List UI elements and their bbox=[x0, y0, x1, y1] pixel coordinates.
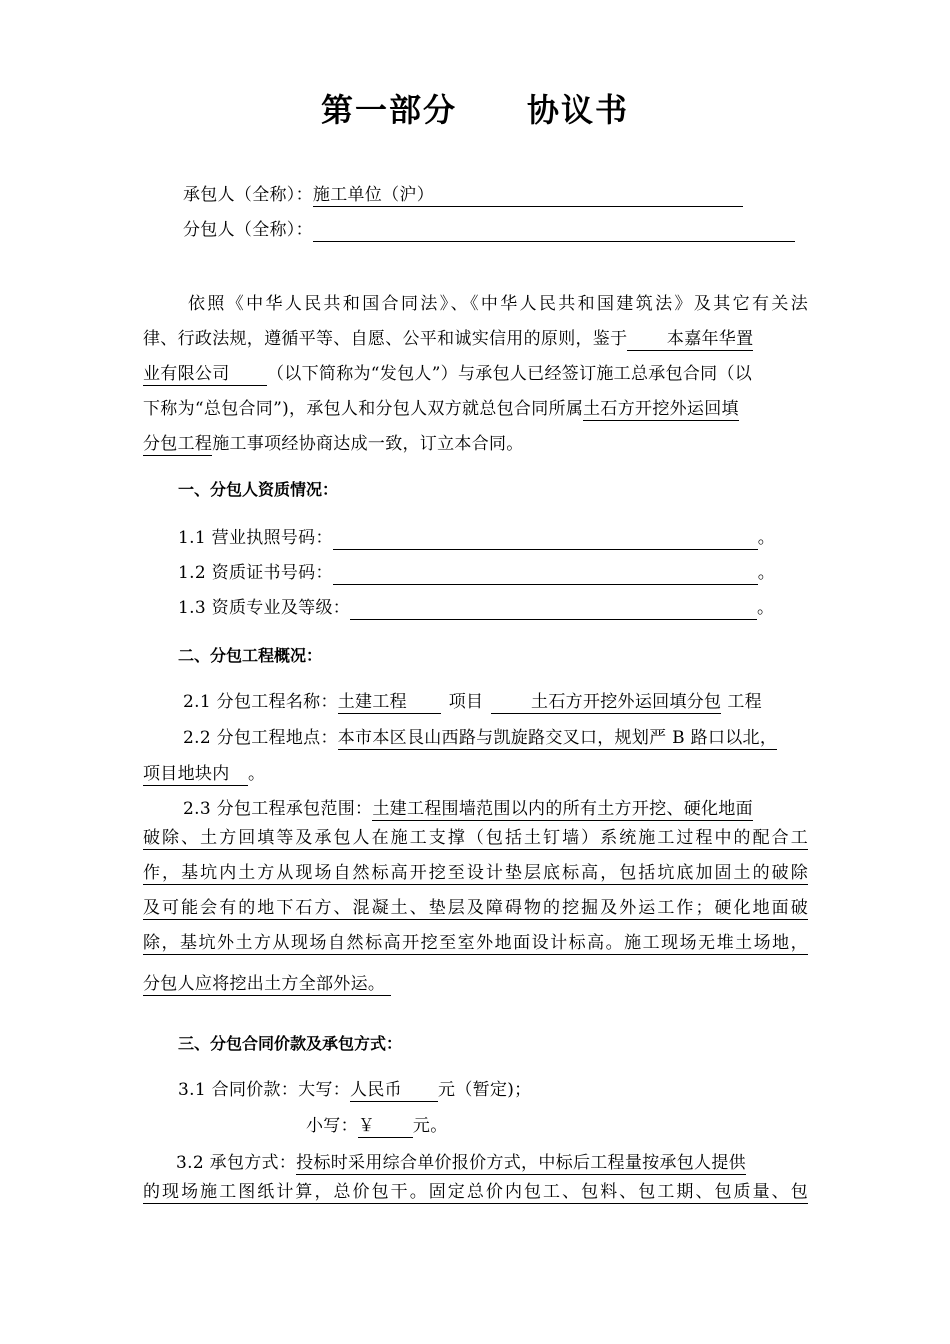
title-part: 第一部分 bbox=[320, 91, 457, 129]
project-location-v1: 本市本区艮山西路与凯旋路交叉口，规划严 B 路口以北， bbox=[337, 728, 778, 748]
contractor-line bbox=[183, 183, 743, 207]
license-number-blank bbox=[333, 529, 758, 550]
contract-mode-paragraph: 3.2 承包方式：投标时采用综合单价报价方式，中标后工程量按承包人提供 的现场施工图纸计算，总价包干。固定总价内包工、包料、包工期、包质量、包 bbox=[143, 1153, 808, 1202]
contractor-value: 施工单位（沪） bbox=[313, 184, 743, 207]
project-scope-line-4: 及可能会有的地下石方、混凝土、垫层及障碍物的挖掘及外运工作；硬化地面破 bbox=[143, 898, 808, 918]
intro-line-3: 业有限公司 （以下简称为“发包人”）与承包人已经签订施工总承包合同（以 bbox=[143, 364, 753, 384]
project-location-line-2: 项目地块内 。 bbox=[143, 764, 266, 784]
page-title bbox=[0, 88, 950, 132]
contract-price-figures: ￥ bbox=[358, 1115, 413, 1138]
intro-line-2: 律、行政法规，遵循平等、自愿、公平和诚实信用的原则，鉴于 本嘉年华置 bbox=[143, 329, 754, 349]
intro-paragraph bbox=[143, 287, 808, 462]
title-name: 协议书 bbox=[527, 91, 630, 129]
employer-name-part1: 本嘉年华置 bbox=[627, 328, 753, 351]
qualification-grade-line: 1.3 资质专业及等级： 。 bbox=[178, 598, 775, 618]
section-2-heading: 二、分包工程概况： bbox=[178, 646, 323, 665]
subcontractor-blank bbox=[313, 221, 795, 242]
project-scope-line-3: 作，基坑内土方从现场自然标高开挖至设计垫层底标高，包括坑底加固土的破除 bbox=[143, 863, 808, 883]
project-location-v2: 项目地块内 bbox=[143, 763, 248, 786]
section-1-heading: 一、分包人资质情况： bbox=[178, 480, 339, 499]
intro-line-1: 依照《中华人民共和国合同法》、《中华人民共和国建筑法》及其它有关法 bbox=[188, 294, 808, 314]
qualification-number-line: 1.2 资质证书号码： 。 bbox=[178, 563, 776, 583]
subcontractor-line bbox=[183, 218, 795, 242]
subcontractor-label: 分包人（全称）： bbox=[183, 220, 313, 240]
intro-line-5: 分包工程施工事项经协商达成一致，订立本合同。 bbox=[143, 434, 524, 454]
project-name-part1: 土石方开挖外运回填 bbox=[583, 399, 739, 419]
project-location-line: 2.2 分包工程地点：本市本区艮山西路与凯旋路交叉口，规划严 B 路口以北， bbox=[183, 728, 778, 748]
contract-price-words: 人民币 bbox=[350, 1079, 438, 1102]
project-name-line: 2.1 分包工程名称：土建工程 项目 土石方开挖外运回填分包 工程 bbox=[183, 692, 762, 712]
contractor-label: 承包人（全称）： bbox=[183, 185, 313, 205]
qualification-number-blank bbox=[333, 564, 758, 585]
project-name-v1: 土建工程 bbox=[338, 691, 441, 714]
project-scope-line-6: 分包人应将挖出土方全部外运。 bbox=[143, 973, 391, 996]
project-scope-line-1: 土建工程围墙范围以内的所有土方开挖、硬化地面 bbox=[372, 799, 753, 819]
section-3-heading: 三、分包合同价款及承包方式： bbox=[178, 1034, 403, 1053]
employer-name-part2: 业有限公司 bbox=[143, 363, 267, 386]
contract-price-figures-line: 小写：￥ 元。 bbox=[306, 1116, 448, 1136]
project-scope-line-2: 破除、土方回填等及承包人在施工支撑（包括土钉墙）系统施工过程中的配合工 bbox=[143, 828, 808, 848]
project-scope-line-5: 除，基坑外土方从现场自然标高开挖至室外地面设计标高。施工现场无堆土场地， bbox=[143, 933, 808, 953]
qualification-grade-blank bbox=[350, 599, 757, 620]
contract-price-line: 3.1 合同价款：大写：人民币 元（暂定)； bbox=[178, 1080, 532, 1100]
project-scope-paragraph: 2.3 分包工程承包范围：土建工程围墙范围以内的所有土方开挖、硬化地面 破除、土方回填等及承包人在施工支撑（包括土钉墙）系统施工过程中的配合工 作，基坑内土方从现场自然标高开挖至设计垫层底标高，包括坑底加固土的破除 及可能会有的地下石方、混凝土、垫层及障碍物的挖掘及外运工作；硬化地面破 除，基坑外土方从现场自然标高开挖至室外地面设计标高。施工现场无堆土场地， 分包人应将挖出土方全部外运。 bbox=[143, 799, 808, 994]
project-name-v2: 土石方开挖外运回填分包 bbox=[491, 691, 721, 714]
contract-mode-line-1: 投标时采用综合单价报价方式，中标后工程量按承包人提供 bbox=[296, 1153, 746, 1173]
project-name-part2: 分包工程 bbox=[143, 434, 213, 454]
intro-line-4: 下称为“总包合同”)，承包人和分包人双方就总包合同所属土石方开挖外运回填 bbox=[143, 399, 739, 419]
contract-mode-line-2: 的现场施工图纸计算，总价包干。固定总价内包工、包料、包工期、包质量、包 bbox=[143, 1182, 808, 1202]
license-number-line: 1.1 营业执照号码： 。 bbox=[178, 528, 776, 548]
